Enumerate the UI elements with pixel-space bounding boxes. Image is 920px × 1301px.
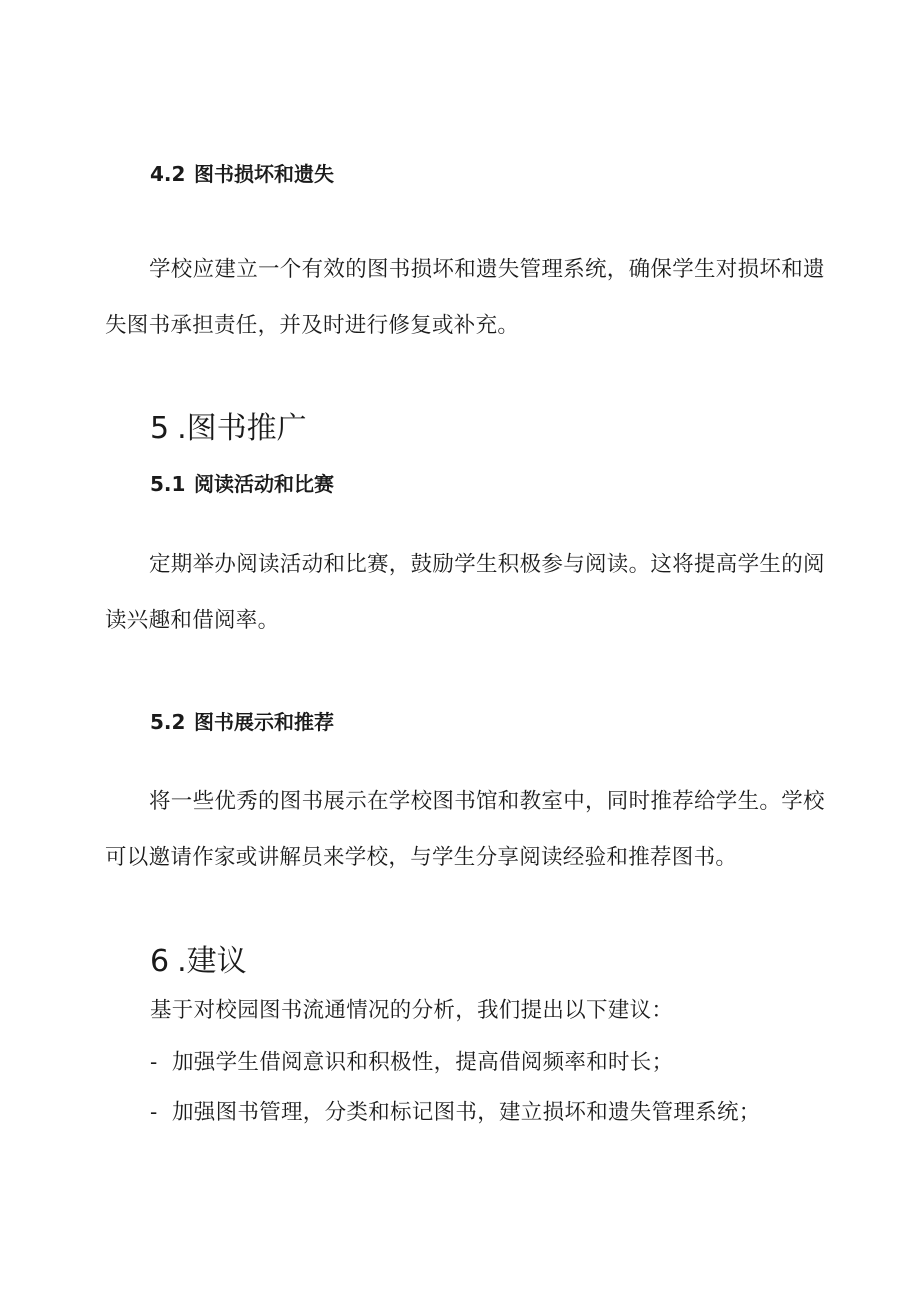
heading-title: 阅读活动和比赛 [194, 472, 334, 496]
heading-number: 5.2 [150, 710, 186, 734]
heading-number: 4.2 [150, 162, 186, 186]
list-item-text: 加强学生借阅意识和积极性，提高借阅频率和时长； [172, 1050, 674, 1075]
list-item [150, 1098, 761, 1128]
heading-5 [150, 411, 307, 447]
heading-title: .建议 [177, 944, 247, 979]
heading-number: 6 [150, 944, 170, 979]
paragraph-5-2: 将一些优秀的图书展示在学校图书馆和教室中，同时推荐给学生。学校可以邀请作家或讲解员来学校，与学生分享阅读经验和推荐图书。 [105, 789, 825, 870]
heading-title: 图书展示和推荐 [194, 710, 334, 734]
heading-title: 图书损坏和遗失 [194, 162, 334, 186]
paragraph-4-2: 学校应建立一个有效的图书损坏和遗失管理系统，确保学生对损坏和遗失图书承担责任，并及时进行修复或补充。 [105, 257, 825, 338]
heading-5-2 [150, 709, 334, 735]
heading-5-1 [150, 471, 334, 497]
intro-line: 基于对校园图书流通情况的分析，我们提出以下建议： [150, 998, 674, 1023]
heading-4-2 [150, 161, 334, 187]
dash-marker: - [150, 1050, 158, 1075]
list-item-text: 加强图书管理，分类和标记图书，建立损坏和遗失管理系统； [172, 1100, 761, 1125]
paragraph-5-1: 定期举办阅读活动和比赛，鼓励学生积极参与阅读。这将提高学生的阅读兴趣和借阅率。 [105, 552, 825, 633]
heading-6 [150, 944, 247, 980]
list-item [150, 1048, 673, 1078]
heading-number: 5.1 [150, 472, 186, 496]
heading-number: 5 [150, 411, 170, 446]
dash-marker: - [150, 1100, 158, 1125]
heading-title: .图书推广 [177, 411, 307, 446]
